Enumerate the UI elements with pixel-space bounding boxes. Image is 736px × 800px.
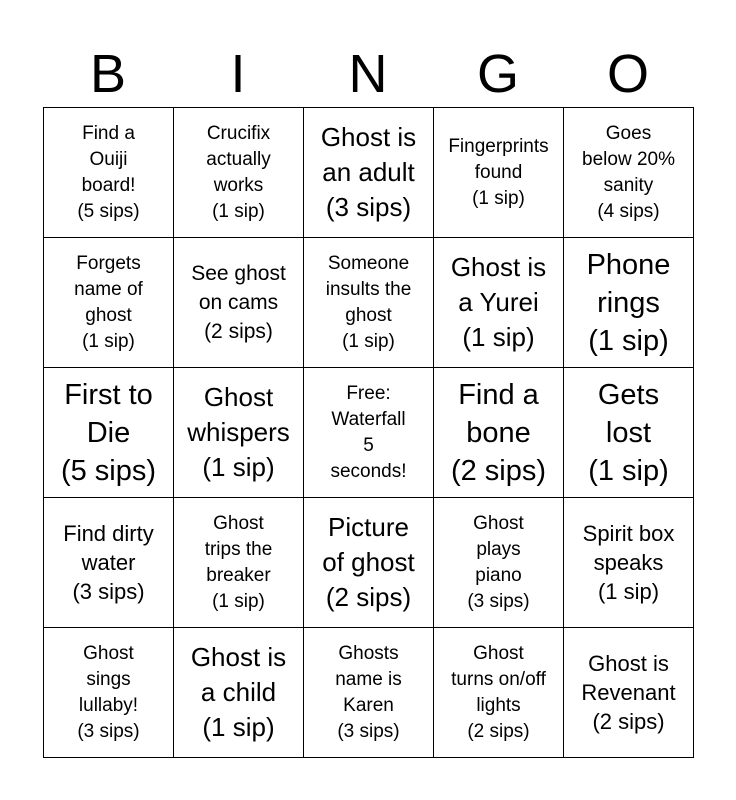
board-row bbox=[44, 368, 694, 498]
cell-text: Someone insults the ghost (1 sip) bbox=[325, 252, 412, 352]
bingo-cell[interactable] bbox=[174, 368, 304, 498]
bingo-cell[interactable] bbox=[304, 238, 434, 368]
cell-text: Ghost turns on/off lights (2 sips) bbox=[451, 642, 546, 742]
header-letter-g: G bbox=[476, 44, 519, 104]
bingo-cell[interactable] bbox=[564, 368, 694, 498]
cell-text: Crucifix actually works (1 sip) bbox=[206, 122, 271, 222]
bingo-cell[interactable] bbox=[44, 368, 174, 498]
cell-text: Gets lost (1 sip) bbox=[588, 378, 669, 487]
cell-text: Ghost is an adult (3 sips) bbox=[320, 122, 417, 222]
bingo-cell[interactable] bbox=[44, 628, 174, 758]
bingo-cell[interactable] bbox=[174, 108, 304, 238]
bingo-cell[interactable] bbox=[174, 498, 304, 628]
header-letter-n: N bbox=[348, 44, 388, 104]
cell-text: Ghost sings lullaby! (3 sips) bbox=[77, 642, 140, 742]
bingo-board bbox=[43, 107, 694, 758]
free-cell[interactable] bbox=[304, 368, 434, 498]
cell-text: Ghost plays piano (3 sips) bbox=[467, 512, 530, 612]
cell-text: Goes below 20% sanity (4 sips) bbox=[582, 122, 675, 222]
board-row bbox=[44, 108, 694, 238]
bingo-cell[interactable] bbox=[304, 498, 434, 628]
bingo-cell[interactable] bbox=[304, 628, 434, 758]
cell-text: Free: Waterfall 5 seconds! bbox=[330, 382, 407, 482]
board-row bbox=[44, 498, 694, 628]
cell-text: Phone rings (1 sip) bbox=[586, 248, 671, 357]
board-row bbox=[44, 628, 694, 758]
bingo-cell[interactable] bbox=[174, 238, 304, 368]
header-letter-i: I bbox=[230, 44, 246, 104]
bingo-cell[interactable] bbox=[304, 108, 434, 238]
bingo-cell[interactable] bbox=[44, 108, 174, 238]
cell-text: Ghost is a Yurei (1 sip) bbox=[450, 252, 547, 352]
bingo-cell[interactable] bbox=[434, 368, 564, 498]
bingo-cell[interactable] bbox=[434, 238, 564, 368]
cell-text: Ghosts name is Karen (3 sips) bbox=[335, 642, 402, 742]
cell-text: Picture of ghost (2 sips) bbox=[322, 512, 415, 612]
bingo-cell[interactable] bbox=[564, 628, 694, 758]
cell-text: Find dirty water (3 sips) bbox=[63, 521, 154, 604]
header-letter-o: O bbox=[606, 44, 649, 104]
cell-text: Fingerprints found (1 sip) bbox=[448, 135, 549, 209]
bingo-cell[interactable] bbox=[44, 238, 174, 368]
bingo-cell[interactable] bbox=[564, 108, 694, 238]
board-row bbox=[44, 238, 694, 368]
cell-text: Ghost is Revenant (2 sips) bbox=[581, 651, 676, 734]
cell-text: Ghost trips the breaker (1 sip) bbox=[204, 512, 273, 612]
cell-text: Ghost whispers (1 sip) bbox=[187, 382, 290, 482]
cell-text: Find a Ouiji board! (5 sips) bbox=[77, 122, 140, 222]
cell-text: First to Die (5 sips) bbox=[60, 378, 157, 487]
bingo-cell[interactable] bbox=[174, 628, 304, 758]
bingo-cell[interactable] bbox=[434, 628, 564, 758]
bingo-cell[interactable] bbox=[434, 108, 564, 238]
bingo-cell[interactable] bbox=[564, 498, 694, 628]
bingo-cell[interactable] bbox=[44, 498, 174, 628]
bingo-cell[interactable] bbox=[564, 238, 694, 368]
cell-text: Spirit box speaks (1 sip) bbox=[582, 521, 675, 604]
header-letter-b: B bbox=[89, 44, 127, 104]
cell-text: Forgets name of ghost (1 sip) bbox=[74, 252, 143, 352]
cell-text: Ghost is a child (1 sip) bbox=[190, 642, 287, 742]
bingo-header bbox=[43, 40, 693, 108]
cell-text: Find a bone (2 sips) bbox=[450, 378, 547, 487]
cell-text: See ghost on cams (2 sips) bbox=[191, 262, 286, 343]
bingo-cell[interactable] bbox=[434, 498, 564, 628]
